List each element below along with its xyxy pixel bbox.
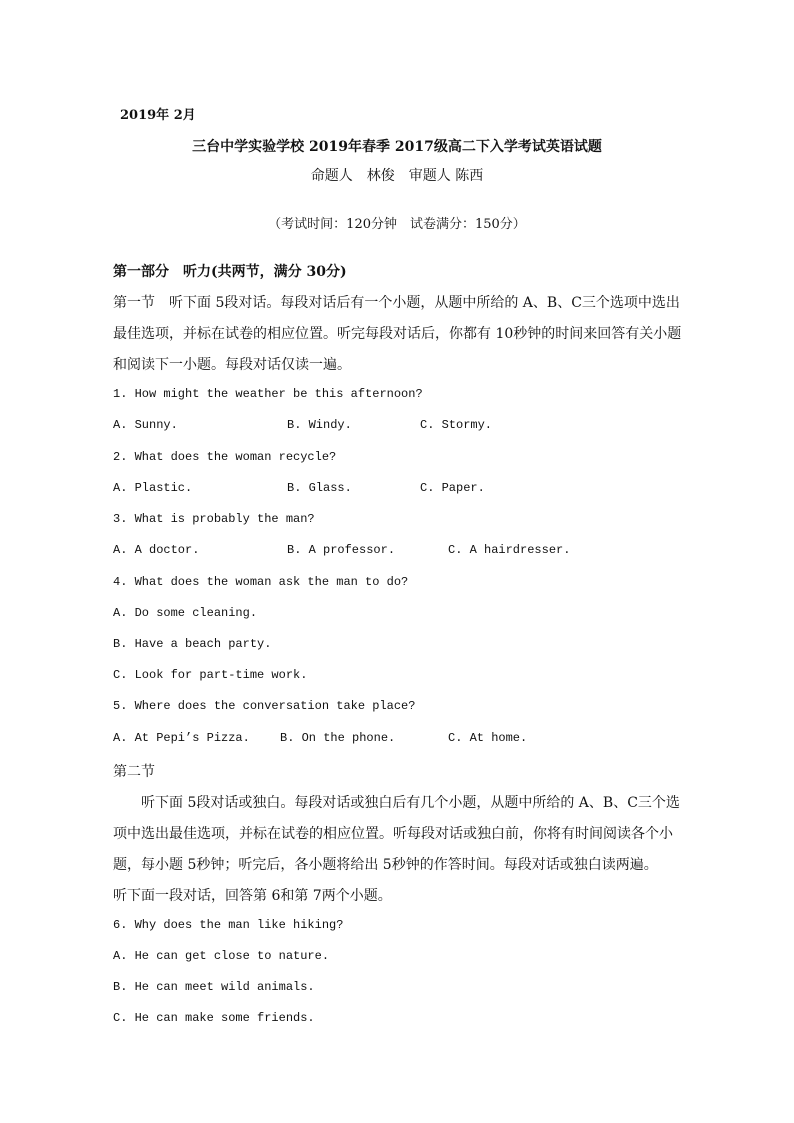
question-4: 4. What does the woman ask the man to do? (113, 575, 409, 589)
q2-option-a: A. Plastic. (113, 481, 193, 495)
question-1: 1. How might the weather be this afternoon? (113, 387, 423, 401)
q2-option-b: B. Glass. (287, 481, 352, 495)
section2-heading: 第二节 (113, 764, 155, 780)
q1-option-a: A. Sunny. (113, 418, 178, 432)
question-6: 6. Why does the man like hiking? (113, 918, 344, 932)
q3-option-c: C. A hairdresser. (448, 543, 571, 557)
question-5: 5. Where does the conversation take place? (113, 699, 416, 713)
exam-authors: 命题人 林俊 审题人 陈西 (310, 168, 484, 184)
section1-intro-line-3: 和阅读下一小题。每段对话仅读一遍。 (113, 357, 351, 373)
exam-title: 三台中学实验学校 2019年春季 2017级高二下入学考试英语试题 (192, 139, 602, 155)
q4-option-c: C. Look for part-time work. (113, 668, 308, 682)
section2-intro-line-3: 题，每小题 5秒钟；听完后，各小题将给出 5秒钟的作答时间。每段对话或独白读两遍。 (113, 857, 658, 873)
section2-sub-instruction: 听下面一段对话，回答第 6和第 7两个小题。 (113, 888, 392, 904)
section1-intro-line-2: 最佳选项，并标在试卷的相应位置。听完每段对话后，你都有 10秒钟的时间来回答有关小题 (113, 326, 682, 342)
question-2: 2. What does the woman recycle? (113, 450, 337, 464)
q3-option-a: A. A doctor. (113, 543, 200, 557)
q6-option-c: C. He can make some friends. (113, 1011, 315, 1025)
section1-intro-line-1: 第一节 听下面 5段对话。每段对话后有一个小题，从题中所给的 A、B、C三个选项中选出 (113, 295, 680, 311)
q5-option-a: A. At Pepi’s Pizza. (113, 731, 250, 745)
part1-heading: 第一部分 听力(共两节，满分 30分) (113, 264, 347, 280)
exam-time-info: （考试时间：120分钟 试卷满分：150分） (268, 217, 526, 232)
q4-option-b: B. Have a beach party. (113, 637, 272, 651)
section2-intro-line-1: 听下面 5段对话或独白。每段对话或独白后有几个小题，从题中所给的 A、B、C三个选 (141, 795, 680, 811)
q2-option-c: C. Paper. (420, 481, 485, 495)
question-3: 3. What is probably the man? (113, 512, 315, 526)
q4-option-a: A. Do some cleaning. (113, 606, 258, 620)
q3-option-b: B. A professor. (287, 543, 396, 557)
q6-option-a: A. He can get close to nature. (113, 949, 330, 963)
section2-intro-line-2: 项中选出最佳选项，并标在试卷的相应位置。听每段对话或独白前，你将有时间阅读各个小 (113, 826, 673, 842)
q6-option-b: B. He can meet wild animals. (113, 980, 315, 994)
q1-option-c: C. Stormy. (420, 418, 493, 432)
exam-date: 2019年 2月 (120, 108, 196, 123)
q1-option-b: B. Windy. (287, 418, 352, 432)
q5-option-c: C. At home. (448, 731, 528, 745)
q5-option-b: B. On the phone. (280, 731, 396, 745)
